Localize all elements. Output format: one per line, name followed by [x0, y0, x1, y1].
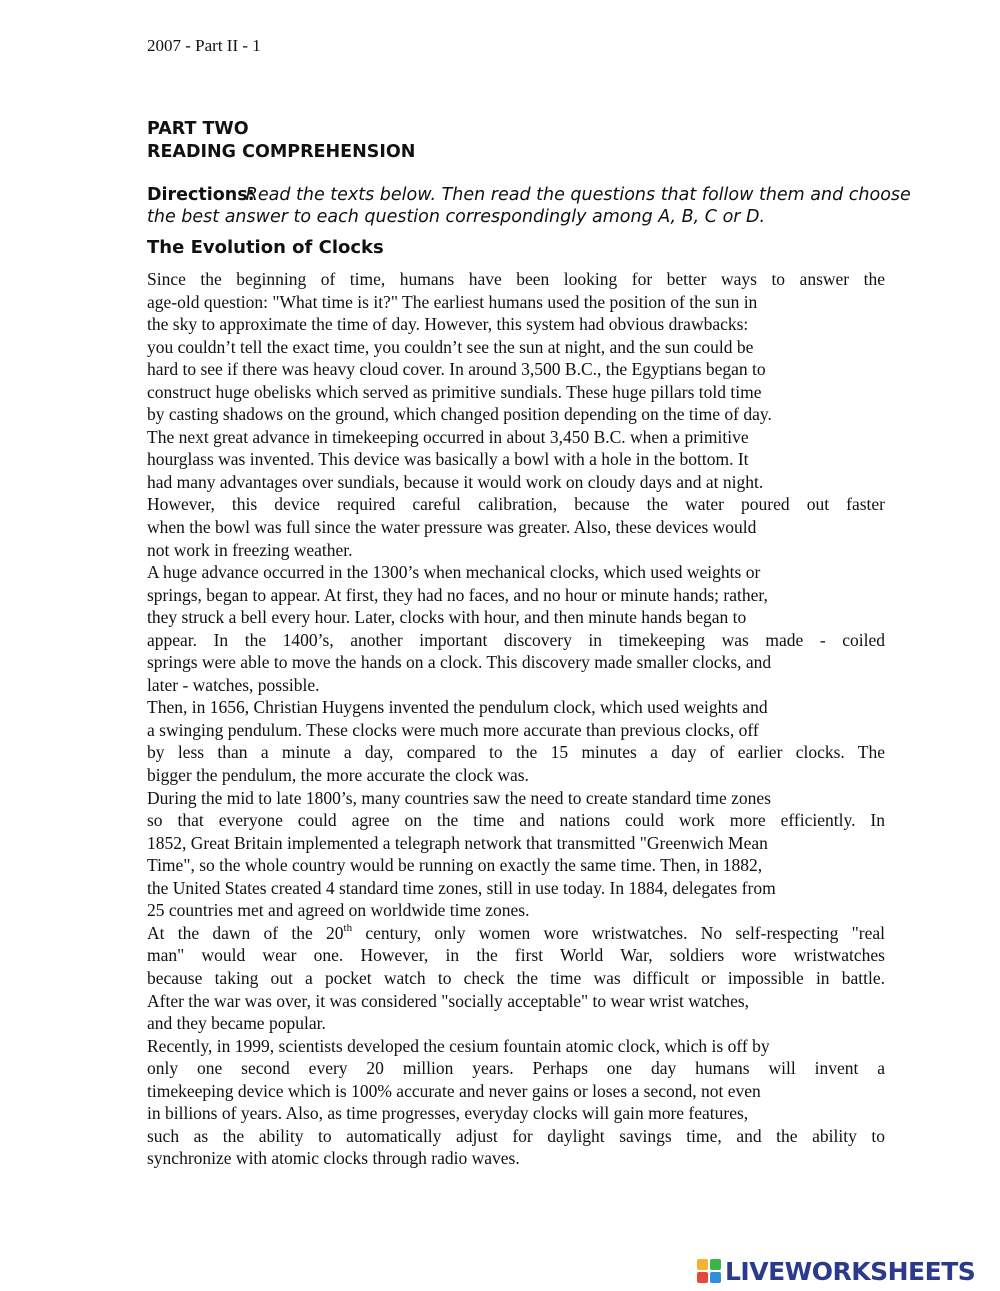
- article-line: so that everyone could agree on the time and nations could work more efficiently. In: [147, 810, 885, 831]
- logo-text: LIVEWORKSHEETS: [725, 1256, 976, 1286]
- article-line: only one second every 20 million years. Perhaps one day humans will invent a: [147, 1058, 885, 1079]
- article-line: later - watches, possible.: [147, 674, 320, 695]
- article-line: you couldn’t tell the exact time, you couldn’t see the sun at night, and the sun could be: [147, 336, 754, 357]
- article-title: The Evolution of Clocks: [147, 237, 384, 258]
- article-line: man" would wear one. However, in the first World War, soldiers wore wristwatches: [147, 945, 885, 966]
- article-line: by casting shadows on the ground, which changed position depending on the time of day.: [147, 404, 772, 425]
- article-line: A huge advance occurred in the 1300’s when mechanical clocks, which used weights or: [147, 562, 761, 583]
- article-line: synchronize with atomic clocks through radio waves.: [147, 1148, 520, 1169]
- article-line: the sky to approximate the time of day. However, this system had obvious drawbacks:: [147, 314, 749, 335]
- part-title: PART TWO: [147, 119, 249, 139]
- article-line: such as the ability to automatically adjust for daylight savings time, and the ability to: [147, 1125, 885, 1146]
- article-line-text: century, only women wore wristwatches. No self-respecting "real: [352, 922, 886, 943]
- article-line-text: At the dawn of the 20: [147, 922, 344, 943]
- logo-square: [710, 1259, 721, 1270]
- article-line: Recently, in 1999, scientists developed the cesium fountain atomic clock, which is off by: [147, 1035, 770, 1056]
- article-line: had many advantages over sundials, because it would work on cloudy days and at night.: [147, 471, 764, 492]
- article-line: springs, began to appear. At first, they had no faces, and no hour or minute hands; rather,: [147, 584, 768, 605]
- article-line: hard to see if there was heavy cloud cover. In around 3,500 B.C., the Egyptians began to: [147, 359, 766, 380]
- article-line: a swinging pendulum. These clocks were much more accurate than previous clocks, off: [147, 719, 759, 740]
- logo-square: [710, 1272, 721, 1283]
- article-line: Since the beginning of time, humans have been looking for better ways to answer the: [147, 269, 885, 289]
- article-line: the United States created 4 standard time zones, still in use today. In 1884, delegates from: [147, 877, 776, 898]
- directions-label: Directions:: [147, 185, 255, 205]
- article-line: bigger the pendulum, the more accurate the clock was.: [147, 765, 529, 786]
- article-line: During the mid to late 1800’s, many countries saw the need to create standard time zones: [147, 787, 771, 808]
- logo-squares-icon: [697, 1259, 721, 1283]
- directions-text-line1: Read the texts below. Then read the questions that follow them and choose: [245, 185, 911, 205]
- part-heading: [147, 118, 415, 164]
- directions-text-line2: the best answer to each question correspondingly among A, B, C or D.: [147, 207, 766, 227]
- directions: [147, 184, 997, 228]
- article-line: [147, 922, 885, 945]
- article-line: age-old question: "What time is it?" The earliest humans used the position of the sun in: [147, 291, 758, 312]
- superscript-th: th: [343, 921, 353, 934]
- article-line: 1852, Great Britain implemented a telegraph network that transmitted "Greenwich Mean: [147, 832, 768, 853]
- article-line: by less than a minute a day, compared to the 15 minutes a day of earlier clocks. The: [147, 742, 885, 763]
- page-header: 2007 - Part II - 1: [147, 36, 261, 55]
- article-line: However, this device required careful calibration, because the water poured out faster: [147, 494, 885, 515]
- article-line: because taking out a pocket watch to check the time was difficult or impossible in battle.: [147, 967, 885, 988]
- article-line: construct huge obelisks which served as primitive sundials. These huge pillars told time: [147, 381, 762, 402]
- article-line: in billions of years. Also, as time progresses, everyday clocks will gain more features,: [147, 1103, 749, 1124]
- article-line: Then, in 1656, Christian Huygens invented the pendulum clock, which used weights and: [147, 697, 768, 718]
- liveworksheets-logo: [697, 1255, 975, 1287]
- article-line: and they became popular.: [147, 1013, 326, 1034]
- article-line: 25 countries met and agreed on worldwide time zones.: [147, 900, 530, 921]
- logo-square: [697, 1259, 708, 1270]
- part-subtitle: READING COMPREHENSION: [147, 142, 416, 162]
- article-line: After the war was over, it was considered "socially acceptable" to wear wrist watches,: [147, 990, 750, 1011]
- article-line: The next great advance in timekeeping occurred in about 3,450 B.C. when a primitive: [147, 426, 749, 447]
- article-line: Time", so the whole country would be running on exactly the same time. Then, in 1882,: [147, 855, 763, 876]
- article-line: timekeeping device which is 100% accurate and never gains or loses a second, not even: [147, 1080, 761, 1101]
- article-line: when the bowl was full since the water pressure was greater. Also, these devices would: [147, 517, 757, 538]
- article-line: springs were able to move the hands on a clock. This discovery made smaller clocks, and: [147, 652, 772, 673]
- article-line: they struck a bell every hour. Later, clocks with hour, and then minute hands began to: [147, 607, 747, 628]
- article-line: not work in freezing weather.: [147, 539, 353, 560]
- article-line: appear. In the 1400’s, another important discovery in timekeeping was made - coiled: [147, 629, 885, 650]
- article-body: [147, 268, 885, 1170]
- article-line: hourglass was invented. This device was basically a bowl with a hole in the bottom. It: [147, 449, 749, 470]
- logo-square: [697, 1272, 708, 1283]
